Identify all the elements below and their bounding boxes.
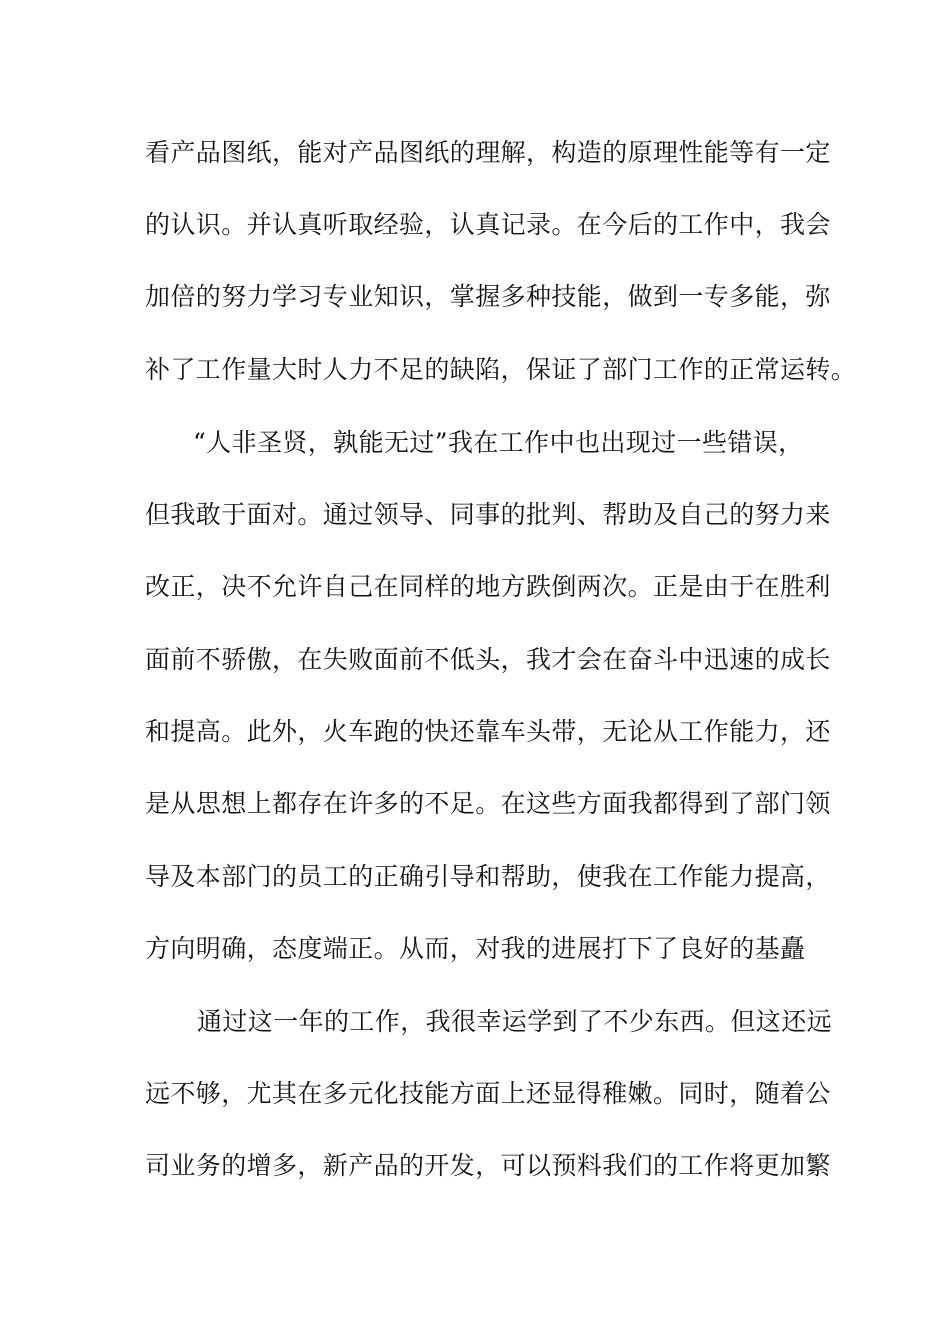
paragraph-line: 的认识。并认真听取经验，认真记录。在今后的工作中，我会	[145, 210, 831, 239]
paragraph-line: 和提高。此外，火车跑的快还靠车头带，无论从工作能力，还	[145, 717, 831, 746]
paragraph-line: 补了工作量大时人力不足的缺陷，保证了部门工作的正常运转。	[145, 355, 857, 384]
paragraph-line: “人非圣贤，孰能无过”我在工作中也出现过一些错误，	[193, 428, 804, 457]
paragraph-line: 导及本部门的员工的正确引导和帮助，使我在工作能力提高，	[145, 862, 831, 891]
paragraph-line: 通过这一年的工作，我很幸运学到了不少东西。但这还远	[197, 1007, 833, 1036]
paragraph-line: 面前不骄傲，在失败面前不低头，我才会在奋斗中迅速的成长	[145, 645, 831, 674]
paragraph-line: 看产品图纸，能对产品图纸的理解，构造的原理性能等有一定	[145, 138, 831, 167]
paragraph-line: 加倍的努力学习专业知识，掌握多种技能，做到一专多能，弥	[145, 282, 831, 311]
paragraph-line: 但我敢于面对。通过领导、同事的批判、帮助及自己的努力来	[145, 500, 831, 529]
paragraph-line: 是从思想上都存在许多的不足。在这些方面我都得到了部门领	[145, 789, 831, 818]
paragraph-line: 方向明确，态度端正。从而，对我的进展打下了良好的基矗	[145, 934, 806, 963]
paragraph-line: 司业务的增多，新产品的开发，可以预料我们的工作将更加繁	[145, 1151, 831, 1180]
paragraph-line: 改正，决不允许自己在同样的地方跌倒两次。正是由于在胜利	[145, 572, 831, 601]
paragraph-line: 远不够，尤其在多元化技能方面上还显得稚嫩。同时，随着公	[145, 1079, 831, 1108]
